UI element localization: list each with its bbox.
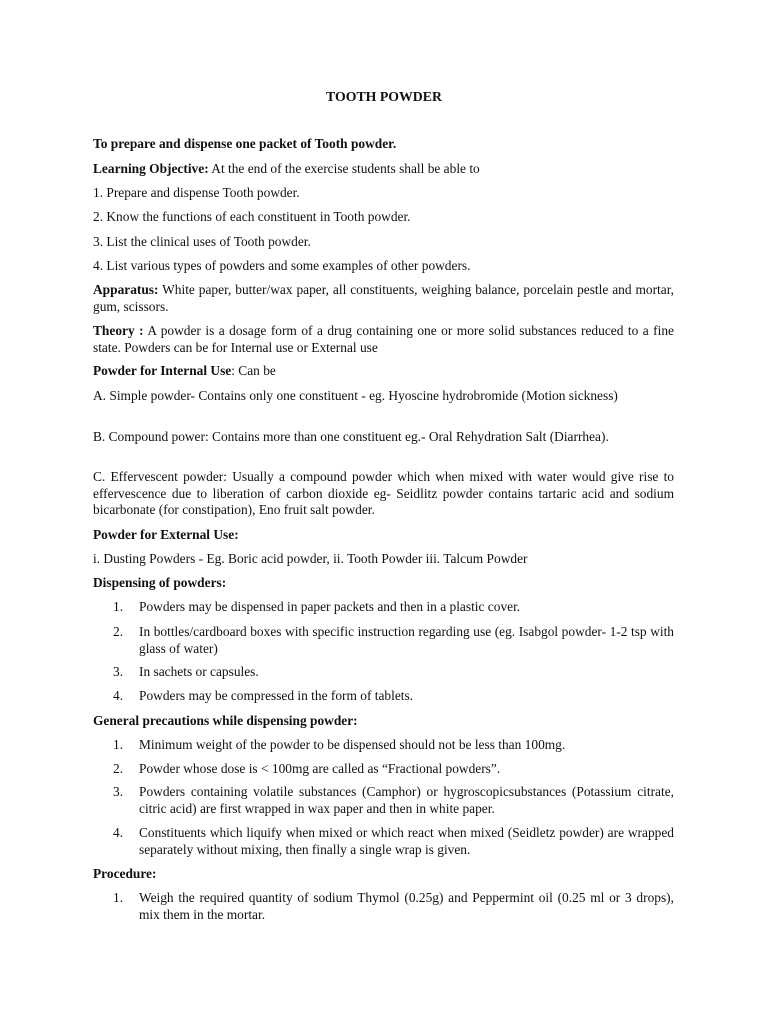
internal-use-item: A. Simple powder- Contains only one constituent - eg. Hyoscine hydrobromide (Motion sickness) (93, 388, 618, 403)
aim-heading: To prepare and dispense one packet of Tooth powder. (93, 136, 397, 151)
theory-label: Theory : (93, 323, 144, 338)
dispensing-item: 2. In bottles/cardboard boxes with specific instruction regarding use (eg. Isabgol powder- 1-2 tsp with glass of water) (113, 624, 674, 656)
learning-objective: Learning Objective: At the end of the exercise students shall be able to (93, 161, 480, 176)
dispensing-item: 3. In sachets or capsules. (113, 664, 259, 679)
objective-item: 4. List various types of powders and some examples of other powders. (93, 258, 471, 273)
theory-paragraph: Theory : A powder is a dosage form of a drug containing one or more solid substances reduced to a fine state. Powders can be for Internal use or External use (93, 323, 674, 355)
external-use-heading: Powder for External Use: (93, 527, 239, 542)
dispensing-heading: Dispensing of powders: (93, 575, 227, 590)
precaution-item: 2. Powder whose dose is < 100mg are called as “Fractional powders”. (113, 761, 501, 776)
objective-item: 1. Prepare and dispense Tooth powder. (93, 185, 300, 200)
document-title: TOOTH POWDER (326, 89, 442, 104)
precaution-item: 1. Minimum weight of the powder to be dispensed should not be less than 100mg. (113, 737, 566, 752)
objective-item: 2. Know the functions of each constituent in Tooth powder. (93, 209, 411, 224)
apparatus-label: Apparatus: (93, 282, 159, 297)
learning-objective-label: Learning Objective: (93, 161, 209, 176)
procedure-item: 1. Weigh the required quantity of sodium Thymol (0.25g) and Peppermint oil (0.25 ml or 3 drops), mix them in the mortar. (113, 890, 674, 922)
precaution-item: 4. Constituents which liquify when mixed or which react when mixed (Seidletz powder) are wrapped separately without mixing, then finally a single wrap is given. (113, 825, 674, 857)
dispensing-item: 1. Powders may be dispensed in paper packets and then in a plastic cover. (113, 599, 521, 614)
objective-item: 3. List the clinical uses of Tooth powder. (93, 234, 311, 249)
internal-use-heading: Powder for Internal Use: Can be (93, 363, 276, 378)
apparatus-paragraph: Apparatus: White paper, butter/wax paper, all constituents, weighing balance, porcelain pestle and mortar, gum, scissors. (93, 282, 674, 314)
external-use-text: i. Dusting Powders - Eg. Boric acid powder, ii. Tooth Powder iii. Talcum Powder (93, 551, 528, 566)
internal-use-item: C. Effervescent powder: Usually a compound powder which when mixed with water would give rise to effervescence due to liberation of carbon dioxide eg- Seidlitz powder contains tartaric acid and sodium bicarbonate (for constipation), Eno fruit salt powder. (93, 469, 674, 517)
dispensing-item: 4. Powders may be compressed in the form of tablets. (113, 688, 414, 703)
precautions-heading: General precautions while dispensing powder: (93, 713, 358, 728)
precaution-item: 3. Powders containing volatile substances (Camphor) or hygroscopicsubstances (Potassium citrate, citric acid) are first wrapped in wax paper and then in white paper. (113, 784, 674, 816)
procedure-heading: Procedure: (93, 866, 157, 881)
internal-use-item: B. Compound power: Contains more than one constituent eg.- Oral Rehydration Salt (Diarrhea). (93, 429, 609, 444)
